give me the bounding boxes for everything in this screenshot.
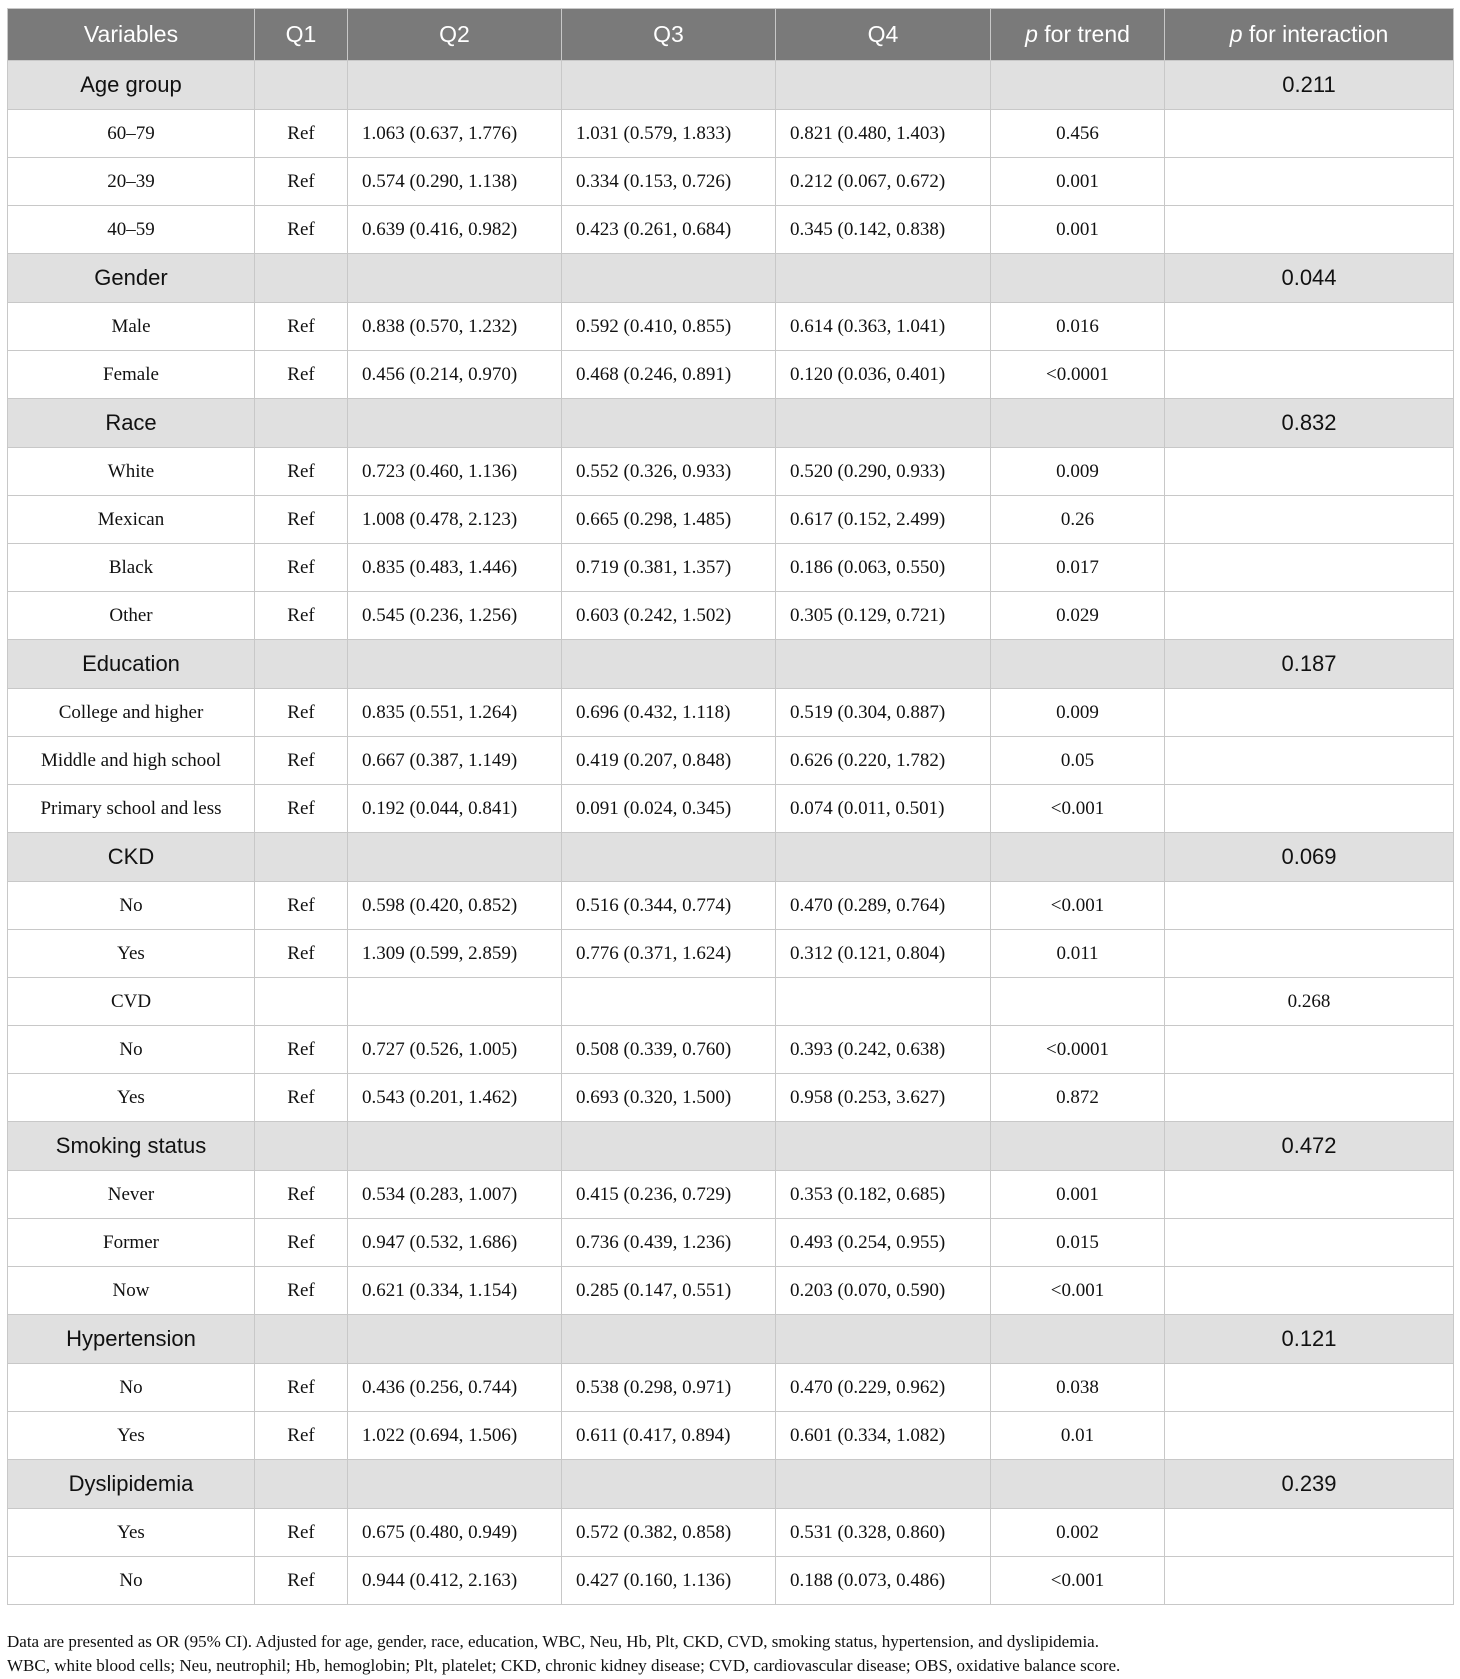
- q1-cell: Ref: [255, 1412, 348, 1460]
- q4-cell: 0.617 (0.152, 2.499): [776, 496, 991, 544]
- p-trend-cell: [991, 640, 1165, 689]
- q3-cell: 0.538 (0.298, 0.971): [562, 1364, 776, 1412]
- q3-cell: 0.572 (0.382, 0.858): [562, 1509, 776, 1557]
- table-row: [8, 303, 1454, 351]
- footnote-line-1: Data are presented as OR (95% CI). Adjusted for age, gender, race, education, WBC, Neu, Hb, Plt, CKD, CVD, smoking status, hypertension, and dyslipidemia.: [7, 1632, 1099, 1651]
- q2-cell: 0.574 (0.290, 1.138): [348, 158, 562, 206]
- variable-cell: Yes: [8, 1412, 255, 1460]
- p-trend-cell: 0.001: [991, 1171, 1165, 1219]
- q3-cell: [562, 1122, 776, 1171]
- variable-cell: Yes: [8, 1509, 255, 1557]
- variable-cell: Yes: [8, 930, 255, 978]
- table-row: [8, 737, 1454, 785]
- variable-cell: Age group: [8, 61, 255, 110]
- q1-cell: [255, 254, 348, 303]
- q3-cell: [562, 833, 776, 882]
- q2-cell: 0.545 (0.236, 1.256): [348, 592, 562, 640]
- q2-cell: 0.436 (0.256, 0.744): [348, 1364, 562, 1412]
- q2-cell: [348, 640, 562, 689]
- table-body: [8, 61, 1454, 1605]
- p-trend-cell: <0.0001: [991, 351, 1165, 399]
- q2-cell: 0.456 (0.214, 0.970): [348, 351, 562, 399]
- q1-cell: [255, 1315, 348, 1364]
- q2-cell: [348, 1315, 562, 1364]
- group-header-row: [8, 978, 1454, 1026]
- variable-cell: 20–39: [8, 158, 255, 206]
- header-q4: Q4: [776, 9, 991, 61]
- q4-cell: 0.614 (0.363, 1.041): [776, 303, 991, 351]
- p-interaction-cell: [1165, 1557, 1454, 1605]
- q1-cell: Ref: [255, 496, 348, 544]
- p-trend-cell: <0.0001: [991, 1026, 1165, 1074]
- q3-cell: 0.516 (0.344, 0.774): [562, 882, 776, 930]
- header-row: [8, 9, 1454, 61]
- table-row: [8, 1074, 1454, 1122]
- p-interaction-cell: [1165, 737, 1454, 785]
- q3-cell: 0.719 (0.381, 1.357): [562, 544, 776, 592]
- q3-cell: 0.427 (0.160, 1.136): [562, 1557, 776, 1605]
- q1-cell: Ref: [255, 1026, 348, 1074]
- q4-cell: 0.958 (0.253, 3.627): [776, 1074, 991, 1122]
- table-row: [8, 1557, 1454, 1605]
- q3-cell: [562, 1460, 776, 1509]
- variable-cell: Black: [8, 544, 255, 592]
- q1-cell: Ref: [255, 448, 348, 496]
- q2-cell: 0.192 (0.044, 0.841): [348, 785, 562, 833]
- table-row: [8, 930, 1454, 978]
- variable-cell: Middle and high school: [8, 737, 255, 785]
- p-trend-cell: [991, 61, 1165, 110]
- table-row: [8, 496, 1454, 544]
- q1-cell: Ref: [255, 544, 348, 592]
- p-interaction-cell: [1165, 785, 1454, 833]
- q1-cell: Ref: [255, 1074, 348, 1122]
- q4-cell: [776, 61, 991, 110]
- q2-cell: [348, 1460, 562, 1509]
- p-interaction-cell: 0.069: [1165, 833, 1454, 882]
- q2-cell: 0.947 (0.532, 1.686): [348, 1219, 562, 1267]
- subgroup-table: [7, 8, 1454, 1605]
- p-interaction-cell: [1165, 1219, 1454, 1267]
- q2-cell: 0.675 (0.480, 0.949): [348, 1509, 562, 1557]
- table-row: [8, 1509, 1454, 1557]
- q2-cell: [348, 254, 562, 303]
- q1-cell: Ref: [255, 1557, 348, 1605]
- table-row: [8, 592, 1454, 640]
- q4-cell: 0.531 (0.328, 0.860): [776, 1509, 991, 1557]
- table-row: [8, 785, 1454, 833]
- q4-cell: 0.601 (0.334, 1.082): [776, 1412, 991, 1460]
- q2-cell: 0.944 (0.412, 2.163): [348, 1557, 562, 1605]
- header-p-trend-text: for trend: [1037, 21, 1130, 47]
- variable-cell: Smoking status: [8, 1122, 255, 1171]
- header-q3: Q3: [562, 9, 776, 61]
- table-row: [8, 882, 1454, 930]
- variable-cell: Primary school and less: [8, 785, 255, 833]
- q4-cell: 0.345 (0.142, 0.838): [776, 206, 991, 254]
- q2-cell: 0.667 (0.387, 1.149): [348, 737, 562, 785]
- header-p-interaction-italic: p: [1229, 21, 1243, 47]
- q1-cell: Ref: [255, 351, 348, 399]
- q4-cell: 0.074 (0.011, 0.501): [776, 785, 991, 833]
- footnote-line-2: WBC, white blood cells; Neu, neutrophil; Hb, hemoglobin; Plt, platelet; CKD, chronic kidney disease; CVD, cardiovascular disease; OBS, oxidative balance score.: [7, 1656, 1121, 1675]
- p-interaction-cell: 0.472: [1165, 1122, 1454, 1171]
- table-row: [8, 544, 1454, 592]
- q3-cell: 0.419 (0.207, 0.848): [562, 737, 776, 785]
- header-q2: Q2: [348, 9, 562, 61]
- p-trend-cell: [991, 978, 1165, 1026]
- q3-cell: 0.736 (0.439, 1.236): [562, 1219, 776, 1267]
- variable-cell: Female: [8, 351, 255, 399]
- q2-cell: [348, 978, 562, 1026]
- q3-cell: [562, 399, 776, 448]
- variable-cell: White: [8, 448, 255, 496]
- p-interaction-cell: [1165, 448, 1454, 496]
- q3-cell: 1.031 (0.579, 1.833): [562, 110, 776, 158]
- p-trend-cell: 0.009: [991, 689, 1165, 737]
- variable-cell: College and higher: [8, 689, 255, 737]
- variable-cell: No: [8, 882, 255, 930]
- q3-cell: 0.665 (0.298, 1.485): [562, 496, 776, 544]
- q2-cell: 0.639 (0.416, 0.982): [348, 206, 562, 254]
- variable-cell: Race: [8, 399, 255, 448]
- header-q1: Q1: [255, 9, 348, 61]
- variable-cell: Yes: [8, 1074, 255, 1122]
- q4-cell: [776, 399, 991, 448]
- p-interaction-cell: [1165, 1074, 1454, 1122]
- header-p-interaction: [1165, 9, 1454, 61]
- variable-cell: Never: [8, 1171, 255, 1219]
- q1-cell: [255, 61, 348, 110]
- group-header-row: [8, 1122, 1454, 1171]
- q4-cell: 0.519 (0.304, 0.887): [776, 689, 991, 737]
- header-p-interaction-text: for interaction: [1242, 21, 1389, 47]
- p-trend-cell: [991, 1315, 1165, 1364]
- table-row: [8, 1364, 1454, 1412]
- q4-cell: 0.470 (0.229, 0.962): [776, 1364, 991, 1412]
- q4-cell: [776, 978, 991, 1026]
- group-header-row: [8, 640, 1454, 689]
- group-header-row: [8, 1315, 1454, 1364]
- q1-cell: Ref: [255, 1364, 348, 1412]
- table-row: [8, 1219, 1454, 1267]
- q3-cell: 0.776 (0.371, 1.624): [562, 930, 776, 978]
- q2-cell: 0.534 (0.283, 1.007): [348, 1171, 562, 1219]
- variable-cell: Gender: [8, 254, 255, 303]
- p-trend-cell: <0.001: [991, 1267, 1165, 1315]
- q2-cell: 1.008 (0.478, 2.123): [348, 496, 562, 544]
- table-row: [8, 351, 1454, 399]
- q4-cell: [776, 1460, 991, 1509]
- variable-cell: Hypertension: [8, 1315, 255, 1364]
- q1-cell: [255, 833, 348, 882]
- p-interaction-cell: [1165, 351, 1454, 399]
- p-interaction-cell: [1165, 206, 1454, 254]
- q1-cell: Ref: [255, 303, 348, 351]
- p-interaction-cell: [1165, 689, 1454, 737]
- header-p-trend-italic: p: [1025, 21, 1038, 47]
- p-trend-cell: [991, 1122, 1165, 1171]
- group-header-row: [8, 1460, 1454, 1509]
- variable-cell: Dyslipidemia: [8, 1460, 255, 1509]
- group-header-row: [8, 61, 1454, 110]
- q4-cell: 0.186 (0.063, 0.550): [776, 544, 991, 592]
- p-interaction-cell: [1165, 882, 1454, 930]
- q4-cell: [776, 833, 991, 882]
- p-interaction-cell: 0.121: [1165, 1315, 1454, 1364]
- p-trend-cell: 0.017: [991, 544, 1165, 592]
- q2-cell: 1.309 (0.599, 2.859): [348, 930, 562, 978]
- q2-cell: [348, 61, 562, 110]
- q1-cell: [255, 399, 348, 448]
- q1-cell: Ref: [255, 592, 348, 640]
- variable-cell: No: [8, 1557, 255, 1605]
- q1-cell: [255, 640, 348, 689]
- variable-cell: Former: [8, 1219, 255, 1267]
- q3-cell: [562, 61, 776, 110]
- p-trend-cell: 0.038: [991, 1364, 1165, 1412]
- table-row: [8, 1171, 1454, 1219]
- q2-cell: 0.598 (0.420, 0.852): [348, 882, 562, 930]
- group-header-row: [8, 399, 1454, 448]
- q3-cell: 0.508 (0.339, 0.760): [562, 1026, 776, 1074]
- table-container: [7, 8, 1453, 1605]
- table-row: [8, 158, 1454, 206]
- q1-cell: Ref: [255, 930, 348, 978]
- table-row: [8, 1267, 1454, 1315]
- q1-cell: [255, 1122, 348, 1171]
- p-interaction-cell: 0.832: [1165, 399, 1454, 448]
- p-interaction-cell: [1165, 1412, 1454, 1460]
- q2-cell: 1.022 (0.694, 1.506): [348, 1412, 562, 1460]
- variable-cell: Education: [8, 640, 255, 689]
- p-interaction-cell: [1165, 303, 1454, 351]
- p-trend-cell: 0.029: [991, 592, 1165, 640]
- p-interaction-cell: [1165, 110, 1454, 158]
- p-trend-cell: 0.001: [991, 158, 1165, 206]
- p-interaction-cell: 0.044: [1165, 254, 1454, 303]
- p-trend-cell: <0.001: [991, 1557, 1165, 1605]
- variable-cell: Other: [8, 592, 255, 640]
- table-footnotes: [7, 1630, 1453, 1678]
- variable-cell: No: [8, 1364, 255, 1412]
- q4-cell: [776, 1315, 991, 1364]
- q3-cell: [562, 640, 776, 689]
- q2-cell: [348, 1122, 562, 1171]
- variable-cell: Mexican: [8, 496, 255, 544]
- variable-cell: CKD: [8, 833, 255, 882]
- table-row: [8, 1026, 1454, 1074]
- q3-cell: 0.415 (0.236, 0.729): [562, 1171, 776, 1219]
- q1-cell: Ref: [255, 1509, 348, 1557]
- p-trend-cell: 0.872: [991, 1074, 1165, 1122]
- p-trend-cell: [991, 254, 1165, 303]
- q4-cell: 0.626 (0.220, 1.782): [776, 737, 991, 785]
- variable-cell: 60–79: [8, 110, 255, 158]
- table-row: [8, 110, 1454, 158]
- p-trend-cell: 0.011: [991, 930, 1165, 978]
- q1-cell: [255, 1460, 348, 1509]
- p-trend-cell: <0.001: [991, 785, 1165, 833]
- p-interaction-cell: 0.187: [1165, 640, 1454, 689]
- q3-cell: 0.693 (0.320, 1.500): [562, 1074, 776, 1122]
- variable-cell: 40–59: [8, 206, 255, 254]
- table-row: [8, 206, 1454, 254]
- q3-cell: 0.603 (0.242, 1.502): [562, 592, 776, 640]
- q1-cell: Ref: [255, 882, 348, 930]
- p-interaction-cell: [1165, 1267, 1454, 1315]
- table-row: [8, 689, 1454, 737]
- p-interaction-cell: [1165, 930, 1454, 978]
- q3-cell: 0.468 (0.246, 0.891): [562, 351, 776, 399]
- q4-cell: 0.493 (0.254, 0.955): [776, 1219, 991, 1267]
- p-trend-cell: 0.01: [991, 1412, 1165, 1460]
- p-trend-cell: 0.05: [991, 737, 1165, 785]
- q4-cell: 0.470 (0.289, 0.764): [776, 882, 991, 930]
- q2-cell: 0.621 (0.334, 1.154): [348, 1267, 562, 1315]
- p-interaction-cell: [1165, 1364, 1454, 1412]
- q3-cell: [562, 1315, 776, 1364]
- variable-cell: Male: [8, 303, 255, 351]
- q4-cell: 0.353 (0.182, 0.685): [776, 1171, 991, 1219]
- p-interaction-cell: [1165, 1171, 1454, 1219]
- q1-cell: Ref: [255, 110, 348, 158]
- p-interaction-cell: [1165, 158, 1454, 206]
- header-p-trend: [991, 9, 1165, 61]
- p-interaction-cell: [1165, 544, 1454, 592]
- p-trend-cell: 0.002: [991, 1509, 1165, 1557]
- p-trend-cell: 0.001: [991, 206, 1165, 254]
- p-trend-cell: 0.015: [991, 1219, 1165, 1267]
- p-trend-cell: [991, 399, 1165, 448]
- q3-cell: 0.696 (0.432, 1.118): [562, 689, 776, 737]
- q2-cell: 0.543 (0.201, 1.462): [348, 1074, 562, 1122]
- table-row: [8, 1412, 1454, 1460]
- q4-cell: 0.520 (0.290, 0.933): [776, 448, 991, 496]
- q4-cell: 0.120 (0.036, 0.401): [776, 351, 991, 399]
- variable-cell: No: [8, 1026, 255, 1074]
- variable-cell: CVD: [8, 978, 255, 1026]
- variable-cell: Now: [8, 1267, 255, 1315]
- p-interaction-cell: 0.268: [1165, 978, 1454, 1026]
- q3-cell: 0.091 (0.024, 0.345): [562, 785, 776, 833]
- p-trend-cell: 0.009: [991, 448, 1165, 496]
- q4-cell: [776, 1122, 991, 1171]
- p-interaction-cell: 0.211: [1165, 61, 1454, 110]
- q2-cell: 0.723 (0.460, 1.136): [348, 448, 562, 496]
- p-trend-cell: [991, 1460, 1165, 1509]
- table-row: [8, 448, 1454, 496]
- p-trend-cell: 0.016: [991, 303, 1165, 351]
- p-interaction-cell: [1165, 592, 1454, 640]
- q4-cell: 0.312 (0.121, 0.804): [776, 930, 991, 978]
- q4-cell: 0.393 (0.242, 0.638): [776, 1026, 991, 1074]
- p-interaction-cell: [1165, 1509, 1454, 1557]
- q2-cell: 0.835 (0.483, 1.446): [348, 544, 562, 592]
- q4-cell: 0.203 (0.070, 0.590): [776, 1267, 991, 1315]
- p-trend-cell: [991, 833, 1165, 882]
- q3-cell: 0.423 (0.261, 0.684): [562, 206, 776, 254]
- q1-cell: Ref: [255, 737, 348, 785]
- q3-cell: [562, 254, 776, 303]
- q3-cell: 0.334 (0.153, 0.726): [562, 158, 776, 206]
- q3-cell: 0.285 (0.147, 0.551): [562, 1267, 776, 1315]
- q3-cell: [562, 978, 776, 1026]
- p-trend-cell: 0.456: [991, 110, 1165, 158]
- q2-cell: [348, 399, 562, 448]
- q2-cell: 1.063 (0.637, 1.776): [348, 110, 562, 158]
- q2-cell: 0.838 (0.570, 1.232): [348, 303, 562, 351]
- group-header-row: [8, 254, 1454, 303]
- q1-cell: Ref: [255, 1219, 348, 1267]
- q1-cell: Ref: [255, 158, 348, 206]
- p-interaction-cell: 0.239: [1165, 1460, 1454, 1509]
- q2-cell: 0.835 (0.551, 1.264): [348, 689, 562, 737]
- q3-cell: 0.611 (0.417, 0.894): [562, 1412, 776, 1460]
- q1-cell: Ref: [255, 785, 348, 833]
- group-header-row: [8, 833, 1454, 882]
- q4-cell: [776, 640, 991, 689]
- q2-cell: 0.727 (0.526, 1.005): [348, 1026, 562, 1074]
- header-variables: Variables: [8, 9, 255, 61]
- q4-cell: 0.188 (0.073, 0.486): [776, 1557, 991, 1605]
- q2-cell: [348, 833, 562, 882]
- p-interaction-cell: [1165, 496, 1454, 544]
- q3-cell: 0.592 (0.410, 0.855): [562, 303, 776, 351]
- q4-cell: 0.305 (0.129, 0.721): [776, 592, 991, 640]
- q4-cell: 0.821 (0.480, 1.403): [776, 110, 991, 158]
- q1-cell: Ref: [255, 689, 348, 737]
- q1-cell: Ref: [255, 1171, 348, 1219]
- p-trend-cell: <0.001: [991, 882, 1165, 930]
- q1-cell: Ref: [255, 1267, 348, 1315]
- q4-cell: 0.212 (0.067, 0.672): [776, 158, 991, 206]
- q1-cell: Ref: [255, 206, 348, 254]
- q3-cell: 0.552 (0.326, 0.933): [562, 448, 776, 496]
- p-trend-cell: 0.26: [991, 496, 1165, 544]
- q4-cell: [776, 254, 991, 303]
- q1-cell: [255, 978, 348, 1026]
- p-interaction-cell: [1165, 1026, 1454, 1074]
